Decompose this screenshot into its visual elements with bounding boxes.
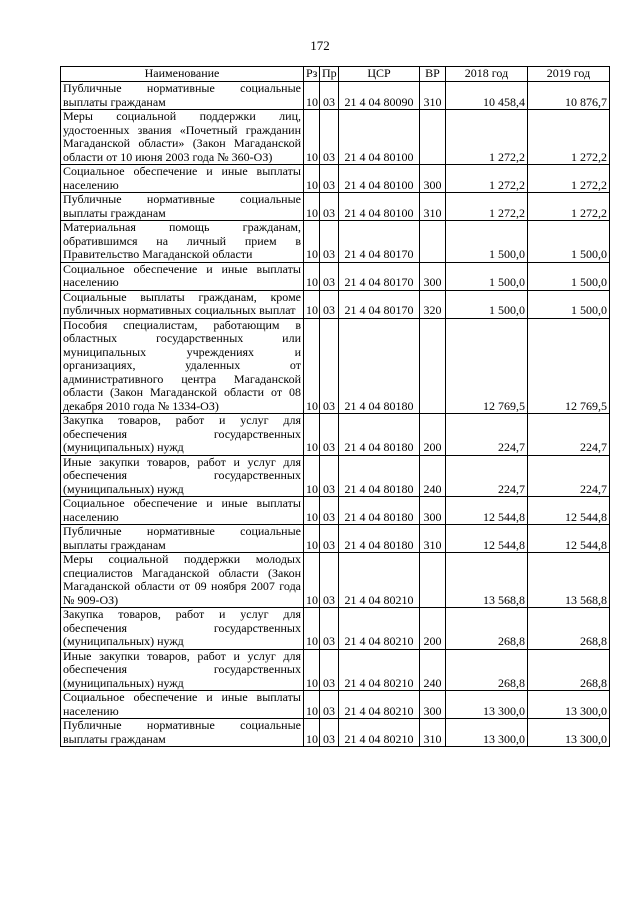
row-rz: 10: [304, 318, 320, 414]
row-rz: 10: [304, 497, 320, 525]
table-row: [61, 221, 610, 263]
row-2019: 1 272,2: [528, 110, 610, 165]
row-csr: 21 4 04 80210: [339, 649, 420, 691]
row-pr: 03: [320, 193, 339, 221]
row-name: Публичные нормативные социальные выплаты гражданам: [61, 193, 304, 221]
row-2019: 13 568,8: [528, 553, 610, 608]
row-name: Меры социальной поддержки молодых специалистов Магаданской области (Закон Магаданской области от 09 ноября 2007 года № 909-ОЗ): [61, 553, 304, 608]
row-pr: 03: [320, 525, 339, 553]
row-rz: 10: [304, 110, 320, 165]
row-csr: 21 4 04 80170: [339, 221, 420, 263]
row-csr: 21 4 04 80180: [339, 318, 420, 414]
table-body: [61, 82, 610, 747]
row-2018: 1 500,0: [446, 262, 528, 290]
row-2019: 13 300,0: [528, 691, 610, 719]
table-row: [61, 719, 610, 747]
row-vr: [420, 110, 446, 165]
row-pr: 03: [320, 691, 339, 719]
row-2018: 1 500,0: [446, 221, 528, 263]
row-name: Материальная помощь гражданам, обратившимся на личный прием в Правительство Магаданской области: [61, 221, 304, 263]
row-rz: 10: [304, 165, 320, 193]
row-name: Закупка товаров, работ и услуг для обеспечения государственных (муниципальных) нужд: [61, 414, 304, 456]
row-csr: 21 4 04 80100: [339, 193, 420, 221]
row-vr: 300: [420, 497, 446, 525]
row-vr: 300: [420, 165, 446, 193]
row-csr: 21 4 04 80180: [339, 525, 420, 553]
table-row: [61, 691, 610, 719]
row-csr: 21 4 04 80180: [339, 455, 420, 497]
row-name: Иные закупки товаров, работ и услуг для обеспечения государственных (муниципальных) нужд: [61, 455, 304, 497]
row-2018: 268,8: [446, 608, 528, 650]
row-name: Публичные нормативные социальные выплаты гражданам: [61, 719, 304, 747]
header-vr: ВР: [420, 67, 446, 82]
table-row: [61, 525, 610, 553]
row-name: Пособия специалистам, работающим в областных государственных или муниципальных учреждениях и организациях, удаленных от административного центра Магаданской области (Закон Магаданской области от 08 декабря 2010 года № 1334-ОЗ): [61, 318, 304, 414]
row-2018: 12 769,5: [446, 318, 528, 414]
row-csr: 21 4 04 80210: [339, 691, 420, 719]
row-pr: 03: [320, 165, 339, 193]
row-rz: 10: [304, 525, 320, 553]
table-row: [61, 608, 610, 650]
table-row: [61, 262, 610, 290]
row-pr: 03: [320, 290, 339, 318]
row-2019: 1 272,2: [528, 193, 610, 221]
row-2018: 10 458,4: [446, 82, 528, 110]
row-2019: 13 300,0: [528, 719, 610, 747]
row-rz: 10: [304, 719, 320, 747]
row-name: Социальное обеспечение и иные выплаты населению: [61, 165, 304, 193]
row-2018: 1 272,2: [446, 110, 528, 165]
row-2018: 12 544,8: [446, 497, 528, 525]
row-rz: 10: [304, 455, 320, 497]
row-pr: 03: [320, 414, 339, 456]
row-name: Социальные выплаты гражданам, кроме публичных нормативных социальных выплат: [61, 290, 304, 318]
row-2019: 268,8: [528, 608, 610, 650]
row-2019: 1 500,0: [528, 221, 610, 263]
row-vr: 200: [420, 414, 446, 456]
row-csr: 21 4 04 80170: [339, 262, 420, 290]
row-rz: 10: [304, 221, 320, 263]
row-csr: 21 4 04 80100: [339, 165, 420, 193]
row-vr: 300: [420, 691, 446, 719]
row-vr: 300: [420, 262, 446, 290]
table-row: [61, 553, 610, 608]
row-2018: 224,7: [446, 414, 528, 456]
row-rz: 10: [304, 691, 320, 719]
row-pr: 03: [320, 608, 339, 650]
row-rz: 10: [304, 414, 320, 456]
row-name: Закупка товаров, работ и услуг для обеспечения государственных (муниципальных) нужд: [61, 608, 304, 650]
row-vr: 200: [420, 608, 446, 650]
row-2018: 1 272,2: [446, 193, 528, 221]
row-rz: 10: [304, 649, 320, 691]
header-row: [61, 67, 610, 82]
table-row: [61, 82, 610, 110]
row-2019: 268,8: [528, 649, 610, 691]
row-2019: 1 272,2: [528, 165, 610, 193]
row-pr: 03: [320, 497, 339, 525]
header-name: Наименование: [61, 67, 304, 82]
page-number: 172: [310, 38, 330, 53]
row-pr: 03: [320, 110, 339, 165]
row-csr: 21 4 04 80100: [339, 110, 420, 165]
row-rz: 10: [304, 262, 320, 290]
row-name: Иные закупки товаров, работ и услуг для обеспечения государственных (муниципальных) нужд: [61, 649, 304, 691]
row-name: Публичные нормативные социальные выплаты гражданам: [61, 525, 304, 553]
row-vr: 310: [420, 193, 446, 221]
table-row: [61, 414, 610, 456]
row-name: Публичные нормативные социальные выплаты гражданам: [61, 82, 304, 110]
table-header: [61, 67, 610, 82]
row-2019: 1 500,0: [528, 290, 610, 318]
row-2019: 12 544,8: [528, 525, 610, 553]
table-row: [61, 649, 610, 691]
row-name: Социальное обеспечение и иные выплаты населению: [61, 497, 304, 525]
table-row: [61, 193, 610, 221]
row-vr: 240: [420, 455, 446, 497]
row-name: Меры социальной поддержки лиц, удостоенных звания «Почетный гражданин Магаданской области» (Закон Магаданской области от 10 июня 2003 года № 360-ОЗ): [61, 110, 304, 165]
row-pr: 03: [320, 318, 339, 414]
row-pr: 03: [320, 221, 339, 263]
row-csr: 21 4 04 80210: [339, 553, 420, 608]
budget-table: [60, 66, 610, 747]
table-row: [61, 497, 610, 525]
table-row: [61, 290, 610, 318]
row-2018: 13 568,8: [446, 553, 528, 608]
row-pr: 03: [320, 455, 339, 497]
row-pr: 03: [320, 82, 339, 110]
header-2018: 2018 год: [446, 67, 528, 82]
row-2019: 224,7: [528, 455, 610, 497]
row-rz: 10: [304, 193, 320, 221]
row-name: Социальное обеспечение и иные выплаты населению: [61, 691, 304, 719]
row-2019: 10 876,7: [528, 82, 610, 110]
table-row: [61, 318, 610, 414]
row-2019: 224,7: [528, 414, 610, 456]
row-2019: 12 769,5: [528, 318, 610, 414]
row-csr: 21 4 04 80180: [339, 414, 420, 456]
table-row: [61, 455, 610, 497]
row-pr: 03: [320, 719, 339, 747]
table-row: [61, 110, 610, 165]
row-2018: 13 300,0: [446, 719, 528, 747]
row-2019: 1 500,0: [528, 262, 610, 290]
row-pr: 03: [320, 553, 339, 608]
row-2018: 13 300,0: [446, 691, 528, 719]
header-2019: 2019 год: [528, 67, 610, 82]
row-2018: 1 272,2: [446, 165, 528, 193]
row-pr: 03: [320, 262, 339, 290]
row-vr: 310: [420, 82, 446, 110]
row-2018: 12 544,8: [446, 525, 528, 553]
row-csr: 21 4 04 80090: [339, 82, 420, 110]
row-2019: 12 544,8: [528, 497, 610, 525]
row-vr: 240: [420, 649, 446, 691]
row-csr: 21 4 04 80180: [339, 497, 420, 525]
header-csr: ЦСР: [339, 67, 420, 82]
header-rz: Рз: [304, 67, 320, 82]
table-row: [61, 165, 610, 193]
row-pr: 03: [320, 649, 339, 691]
row-csr: 21 4 04 80170: [339, 290, 420, 318]
row-rz: 10: [304, 608, 320, 650]
row-vr: [420, 553, 446, 608]
row-csr: 21 4 04 80210: [339, 719, 420, 747]
row-rz: 10: [304, 290, 320, 318]
row-2018: 268,8: [446, 649, 528, 691]
row-vr: [420, 221, 446, 263]
row-vr: 320: [420, 290, 446, 318]
row-vr: 310: [420, 719, 446, 747]
row-csr: 21 4 04 80210: [339, 608, 420, 650]
row-vr: 310: [420, 525, 446, 553]
row-2018: 1 500,0: [446, 290, 528, 318]
row-name: Социальное обеспечение и иные выплаты населению: [61, 262, 304, 290]
row-vr: [420, 318, 446, 414]
row-rz: 10: [304, 553, 320, 608]
header-pr: Пр: [320, 67, 339, 82]
row-rz: 10: [304, 82, 320, 110]
row-2018: 224,7: [446, 455, 528, 497]
